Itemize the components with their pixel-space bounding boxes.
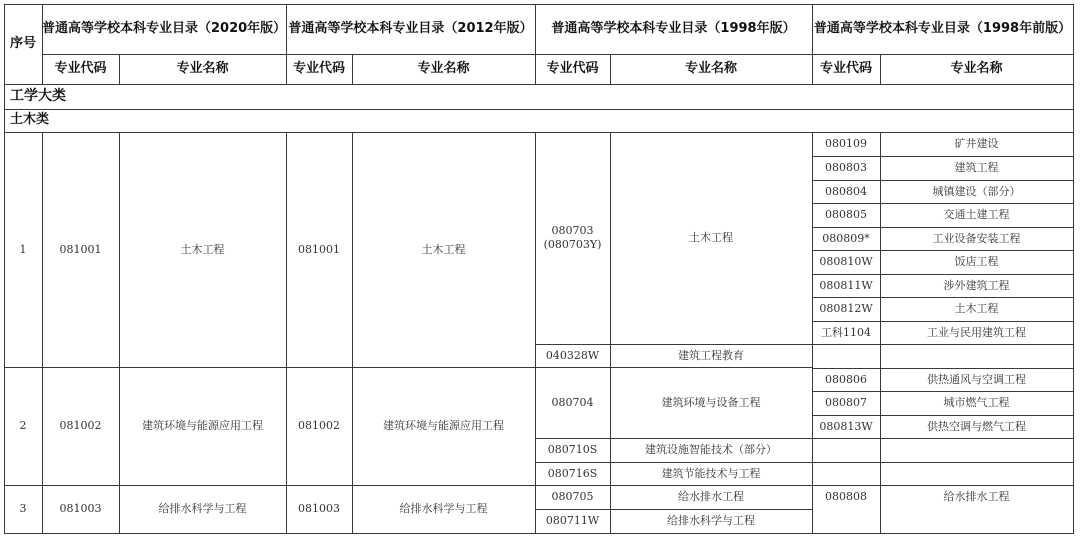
name-2020: 土木工程 <box>180 242 225 256</box>
header-1998: 普通高等学校本科专业目录（1998年版） <box>551 20 796 36</box>
subheader-code: 专业代码 <box>292 60 345 76</box>
name-pre1998: 城市燃气工程 <box>943 396 1010 410</box>
code-2020: 081001 <box>59 242 102 256</box>
code-1998: 040328W <box>545 348 600 362</box>
name-1998: 建筑环境与设备工程 <box>661 395 761 409</box>
code-2020: 081002 <box>59 419 102 433</box>
subcategory-label: 土木类 <box>10 112 50 128</box>
name-2020: 建筑环境与能源应用工程 <box>142 419 263 433</box>
code-1998: 080711W <box>545 514 600 528</box>
code-1998: 080710S <box>547 443 598 457</box>
name-pre1998: 城镇建设（部分） <box>932 184 1021 198</box>
name-pre1998: 土木工程 <box>954 302 999 316</box>
code-pre1998: 080806 <box>825 372 867 386</box>
code-pre1998: 080813W <box>819 419 873 433</box>
header-2012: 普通高等学校本科专业目录（2012年版） <box>288 20 533 36</box>
header-seq: 序号 <box>9 35 36 51</box>
header-2020: 普通高等学校本科专业目录（2020年版） <box>42 20 287 36</box>
name-2020: 给排水科学与工程 <box>158 502 247 516</box>
name-pre1998: 交通土建工程 <box>943 208 1010 222</box>
code-2012: 081003 <box>298 502 340 516</box>
name-pre1998: 矿井建设 <box>954 137 999 151</box>
name-pre1998: 涉外建筑工程 <box>943 278 1010 292</box>
code-pre1998: 080811W <box>819 278 873 292</box>
name-pre1998: 饭店工程 <box>954 255 999 269</box>
name-pre1998: 工业与民用建筑工程 <box>927 325 1026 339</box>
name-pre1998: 建筑工程 <box>954 161 999 175</box>
code-pre1998: 080805 <box>825 208 867 222</box>
row-seq: 3 <box>19 502 27 516</box>
subheader-name: 专业名称 <box>417 60 470 76</box>
row-seq: 1 <box>19 242 27 256</box>
row-seq: 2 <box>19 419 27 433</box>
code-pre1998: 工科1104 <box>821 325 871 339</box>
code-2012: 081001 <box>298 242 340 256</box>
subheader-name: 专业名称 <box>176 60 229 76</box>
name-2012: 土木工程 <box>421 242 466 256</box>
code-1998: 080704 <box>551 395 594 409</box>
name-pre1998: 供热空调与燃气工程 <box>927 419 1026 433</box>
code-1998: 080703 (080703Y) <box>543 224 602 251</box>
code-pre1998: 080109 <box>825 137 867 151</box>
name-1998: 土木工程 <box>689 231 733 245</box>
code-pre1998: 080807 <box>825 396 867 410</box>
code-2012: 081002 <box>298 419 340 433</box>
code-pre1998: 080809* <box>822 231 870 245</box>
name-1998: 建筑工程教育 <box>678 348 744 362</box>
subheader-name: 专业名称 <box>684 60 737 76</box>
code-1998: 080705 <box>551 490 594 504</box>
name-1998: 建筑设施智能技术（部分） <box>645 443 777 457</box>
name-1998: 建筑节能技术与工程 <box>661 466 761 480</box>
code-pre1998: 080810W <box>819 255 873 269</box>
code-pre1998: 080808 <box>825 490 867 504</box>
header-pre1998: 普通高等学校本科专业目录（1998年前版） <box>813 20 1072 36</box>
name-2012: 给排水科学与工程 <box>399 502 488 516</box>
name-pre1998: 工业设备安装工程 <box>932 231 1021 245</box>
code-pre1998: 080812W <box>819 302 873 316</box>
category-label: 工学大类 <box>10 87 66 104</box>
code-pre1998: 080803 <box>825 161 867 175</box>
catalog-table <box>4 4 1074 538</box>
code-2020: 081003 <box>59 502 102 516</box>
subheader-name: 专业名称 <box>950 60 1003 76</box>
name-pre1998: 给水排水工程 <box>943 490 1010 504</box>
name-2012: 建筑环境与能源应用工程 <box>383 419 504 433</box>
subheader-code: 专业代码 <box>546 60 599 76</box>
subheader-code: 专业代码 <box>54 60 107 76</box>
code-1998: 080716S <box>547 466 598 480</box>
name-1998: 给排水科学与工程 <box>667 514 755 528</box>
code-pre1998: 080804 <box>825 184 867 198</box>
name-pre1998: 供热通风与空调工程 <box>927 372 1026 386</box>
name-1998: 给水排水工程 <box>678 490 744 504</box>
subheader-code: 专业代码 <box>819 60 872 76</box>
